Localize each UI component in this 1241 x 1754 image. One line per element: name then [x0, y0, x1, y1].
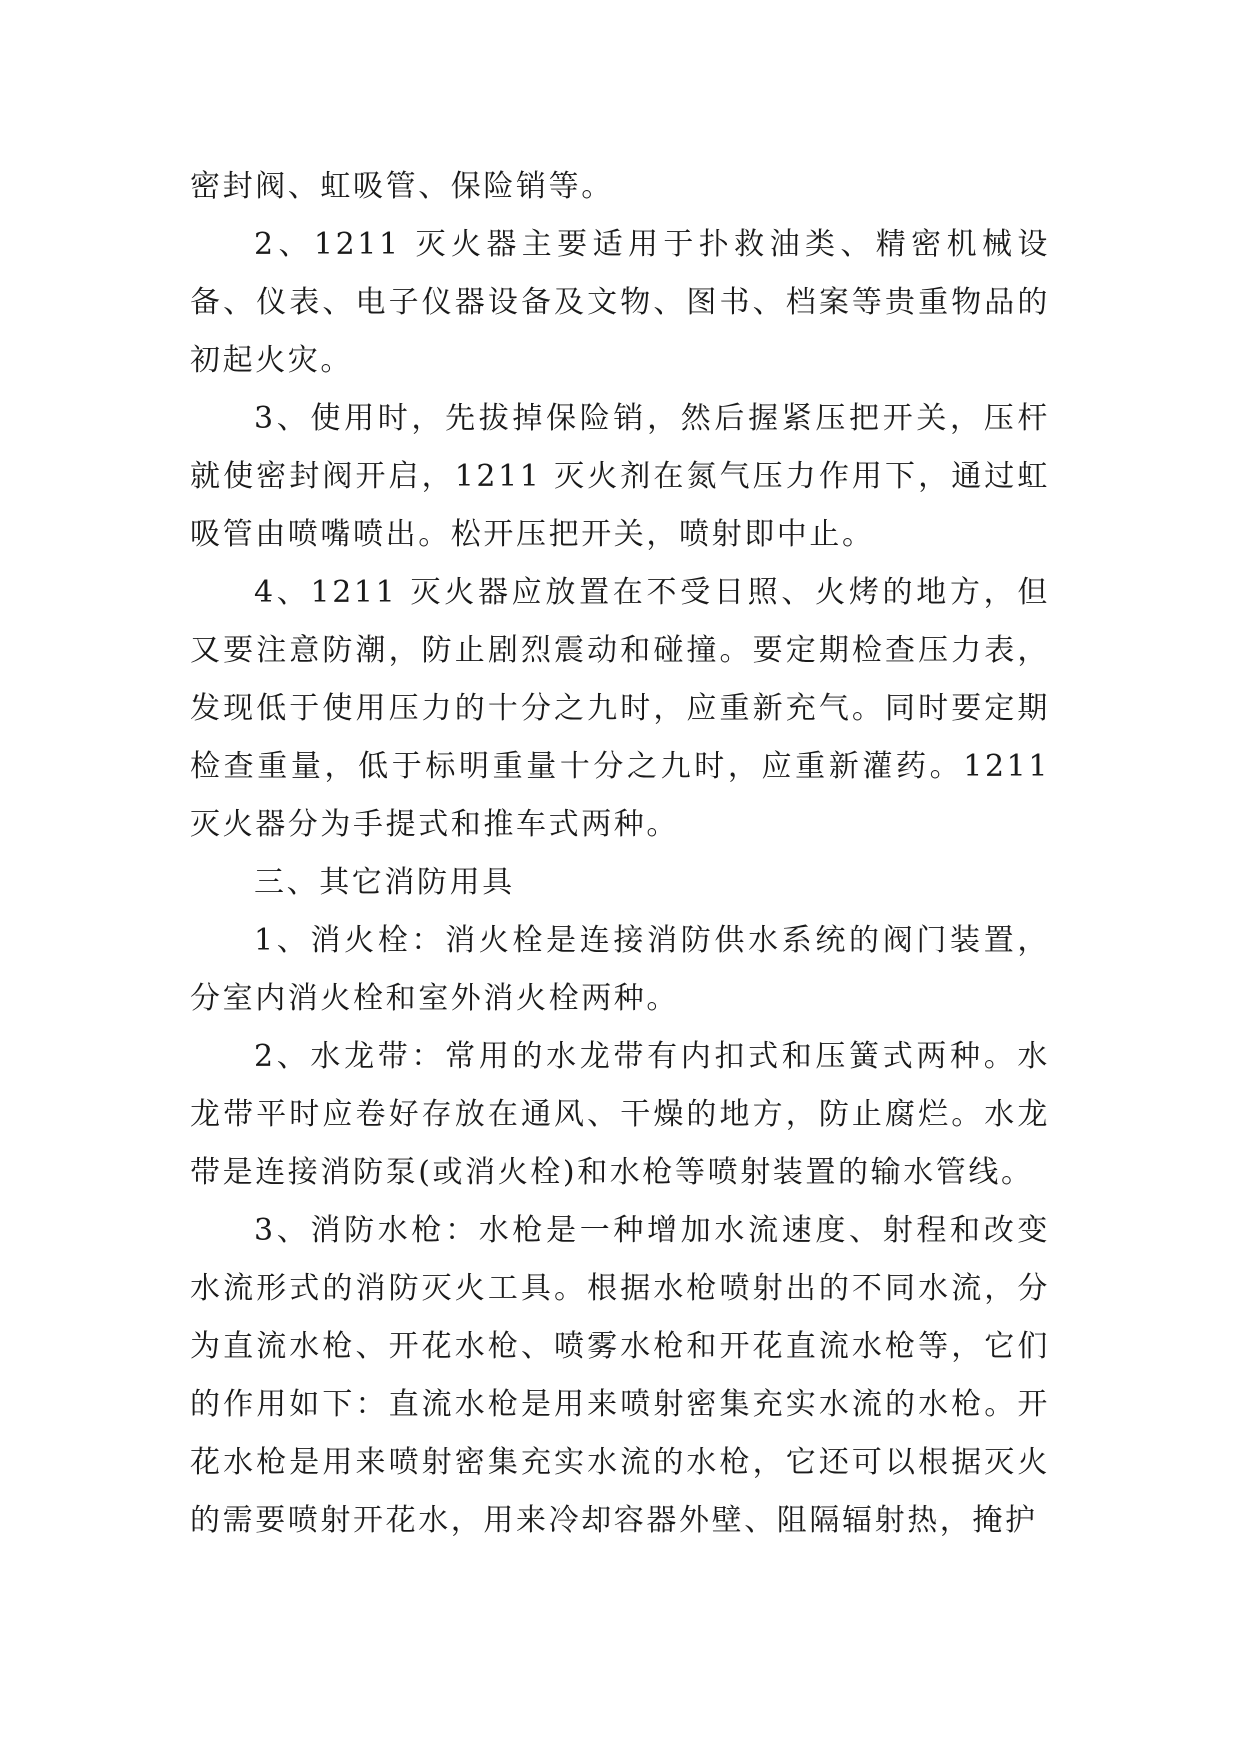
paragraph-continuation: 密封阀、虹吸管、保险销等。: [190, 169, 614, 204]
paragraph-storage: 4、1211 灭火器应放置在不受日照、火烤的地方，但又要注意防潮，防止剧烈震动和碰撞。要定期检查压力表，发现低于使用压力的十分之九时，应重新充气。同时要定期检查重量，低于标明重量十分之九时，应重新灌药。1211 灭火器分为手提式和推车式两种。: [190, 575, 1050, 842]
paragraph-hydrant: 1、消火栓：消火栓是连接消防供水系统的阀门装置，分室内消火栓和室外消火栓两种。: [190, 923, 1050, 1016]
section-heading-other-tools: 三、其它消防用具: [254, 865, 515, 900]
paragraph-operation: 3、使用时，先拔掉保险销，然后握紧压把开关，压杆就使密封阀开启，1211 灭火剂在氮气压力作用下，通过虹吸管由喷嘴喷出。松开压把开关，喷射即中止。: [190, 401, 1050, 552]
paragraph-water-gun: 3、消防水枪：水枪是一种增加水流速度、射程和改变水流形式的消防灭火工具。根据水枪喷射出的不同水流，分为直流水枪、开花水枪、喷雾水枪和开花直流水枪等，它们的作用如下：直流水枪是用来喷射密集充实水流的水枪。开花水枪是用来喷射密集充实水流的水枪，它还可以根据灭火的需要喷射开花水，用来冷却容器外壁、阻隔辐射热，掩护: [190, 1213, 1050, 1538]
document-body: [190, 158, 1050, 1550]
paragraph-fire-hose: 2、水龙带：常用的水龙带有内扣式和压簧式两种。水龙带平时应卷好存放在通风、干燥的地方，防止腐烂。水龙带是连接消防泵(或消火栓)和水枪等喷射装置的输水管线。: [190, 1039, 1050, 1190]
paragraph-1211-usage: 2、1211 灭火器主要适用于扑救油类、精密机械设备、仪表、电子仪器设备及文物、图书、档案等贵重物品的初起火灾。: [190, 227, 1050, 378]
